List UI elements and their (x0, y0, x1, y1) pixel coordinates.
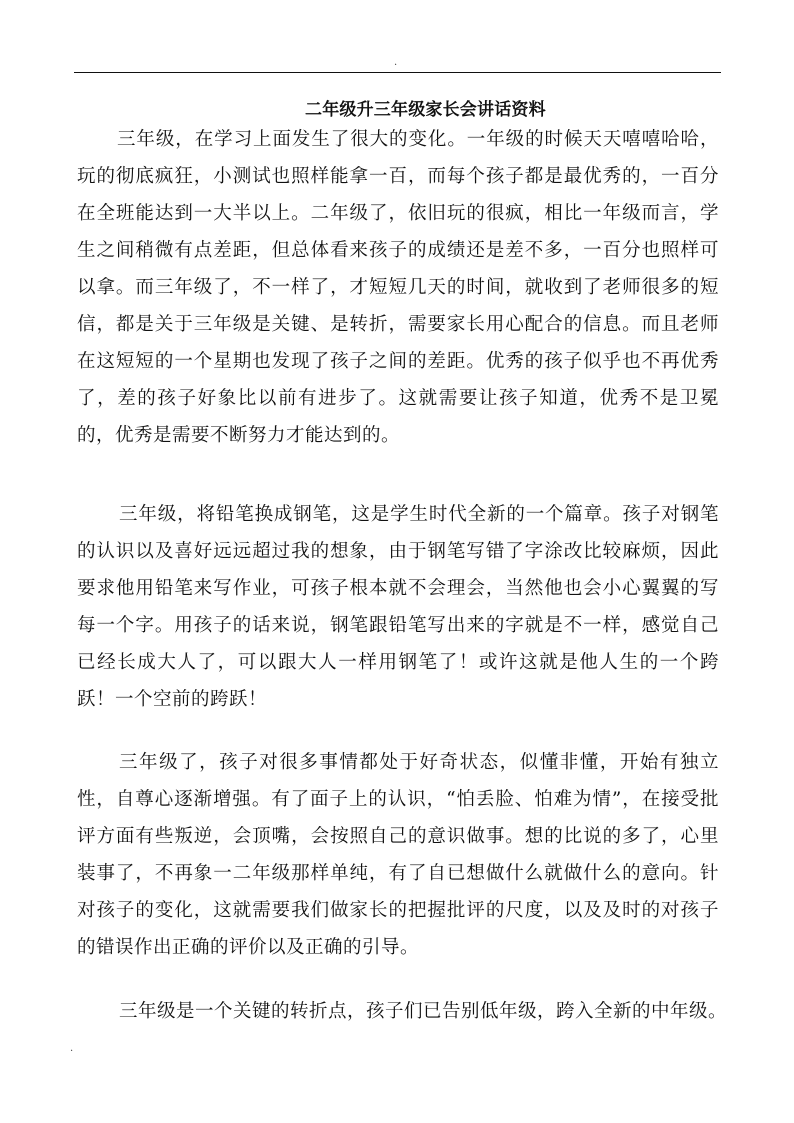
paragraph-4: 三年级是一个关键的转折点，孩子们已告别低年级，跨入全新的中年级。 (119, 1001, 728, 1022)
paragraph-2: 三年级，将铅笔换成钢笔，这是学生时代全新的一个篇章。孩子对钢笔的认识以及喜好远远超过我的想象，由于钢笔写错了字涂改比较麻烦，因此要求他用铅笔来写作业，可孩子根本就不会理会，当然他也会小心翼翼的写每一个字。用孩子的话来说，钢笔跟铅笔写出来的字就是不一样，感觉自己已经长成大人了，可以跟大人一样用钢笔了！或许这就是他人生的一个跨跃！一个空前的跨跃！ (77, 504, 719, 710)
document-title: 二年级升三年级家长会讲话资料 (305, 100, 546, 121)
header-mark: . (394, 57, 398, 68)
paragraph-3: 三年级了，孩子对很多事情都处于好奇状态，似懂非懂，开始有独立性，自尊心逐渐增强。有了面子上的认识，“怕丢脸、怕难为情”，在接受批评方面有些叛逆，会顶嘴，会按照自己的意识做事。想的比说的多了，心里装事了，不再象一二年级那样单纯，有了自已想做什么就做什么的意向。针对孩子的变化，这就需要我们做家长的把握批评的尺度，以及及时的对孩子的错误作出正确的评价以及正确的引导。 (77, 752, 719, 958)
header-rule (74, 72, 721, 73)
footer-mark: . (70, 1043, 74, 1054)
paragraph-1: 三年级，在学习上面发生了很大的变化。一年级的时候天天嘻嘻哈哈，玩的彻底疯狂，小测试也照样能拿一百，而每个孩子都是最优秀的，一百分在全班能达到一大半以上。二年级了，依旧玩的很疯，相比一年级而言，学生之间稍微有点差距，但总体看来孩子的成绩还是差不多，一百分也照样可以拿。而三年级了，不一样了，才短短几天的时间，就收到了老师很多的短信，都是关于三年级是关键、是转折，需要家长用心配合的信息。而且老师在这短短的一个星期也发现了孩子之间的差距。优秀的孩子似乎也不再优秀了，差的孩子好象比以前有进步了。这就需要让孩子知道，优秀不是卫冕的，优秀是需要不断努力才能达到的。 (77, 129, 719, 446)
